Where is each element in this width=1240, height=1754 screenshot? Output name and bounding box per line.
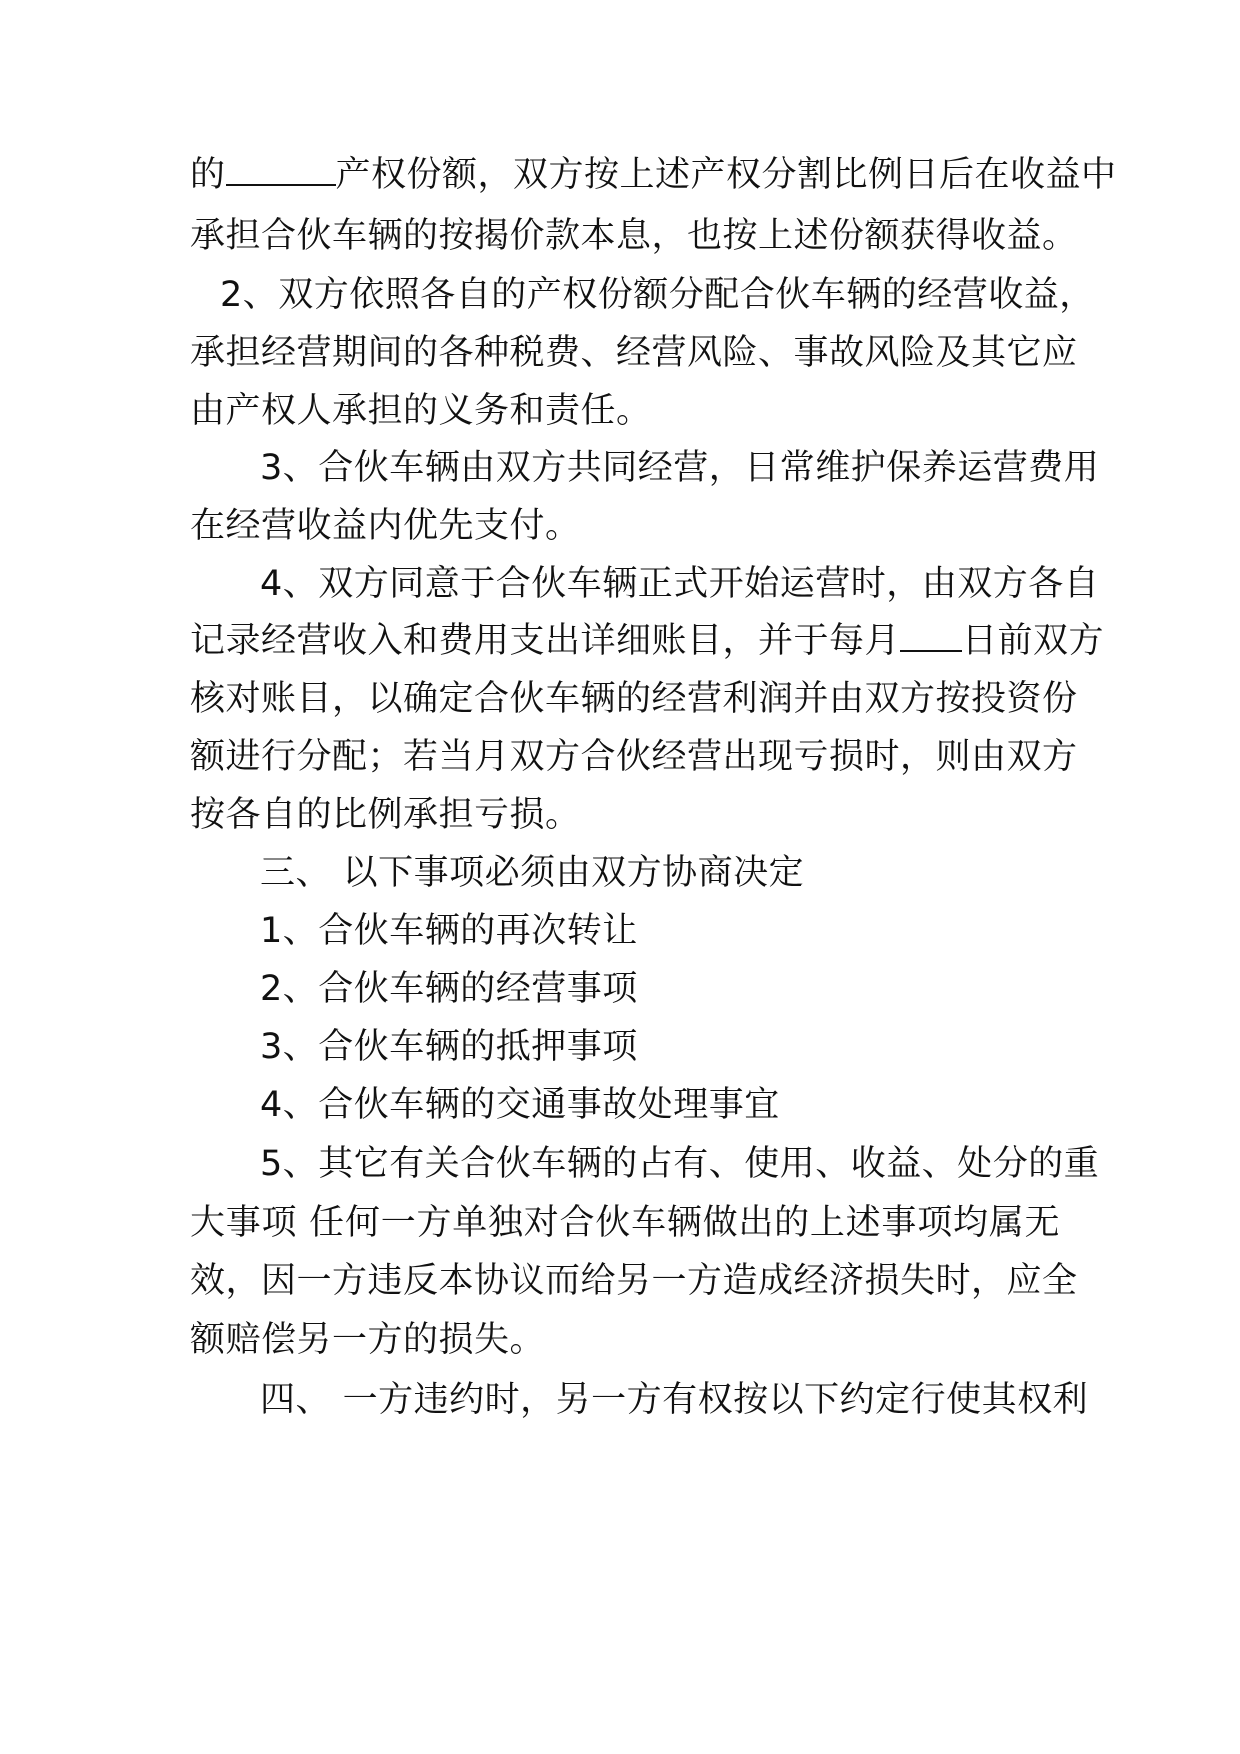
- list-item: 4、合伙车辆的交通事故处理事宜: [260, 1085, 780, 1125]
- text-line: 4、双方同意于合伙车辆正式开始运营时，由双方各自: [260, 564, 1100, 604]
- fill-in-blank: [900, 620, 962, 652]
- text-line: 额进行分配；若当月双方合伙经营出现亏损时，则由双方: [190, 737, 1078, 777]
- text-line: [190, 611, 1105, 671]
- text-segment: 记录经营收入和费用支出详细账目，并于每月: [190, 621, 901, 661]
- text-line: 额赔偿另一方的损失。: [190, 1320, 546, 1360]
- section-heading: 四、 一方违约时，另一方有权按以下约定行使其权利: [260, 1380, 1089, 1420]
- text-line: 核对账目，以确定合伙车辆的经营利润并由双方按投资份: [190, 679, 1078, 719]
- text-segment: 日前双方: [962, 621, 1105, 661]
- text-segment: 产权份额，双方按上述产权分割比例日后在收益中: [335, 155, 1117, 195]
- section-heading: 三、 以下事项必须由双方协商决定: [260, 853, 805, 893]
- fill-in-blank: [226, 154, 336, 186]
- text-line: 2、双方依照各自的产权份额分配合伙车辆的经营收益，: [220, 275, 1095, 315]
- text-line: 承担经营期间的各种税费、经营风险、事故风险及其它应: [190, 333, 1078, 373]
- text-line: 由产权人承担的义务和责任。: [190, 391, 652, 431]
- text-line: 效，因一方违反本协议而给另一方造成经济损失时，应全: [190, 1261, 1078, 1301]
- list-item: 5、其它有关合伙车辆的占有、使用、收益、处分的重: [260, 1144, 1100, 1184]
- text-line: 3、合伙车辆由双方共同经营，日常维护保养运营费用: [260, 448, 1100, 488]
- text-line: 按各自的比例承担亏损。: [190, 795, 581, 835]
- text-line: 大事项 任何一方单独对合伙车辆做出的上述事项均属无: [190, 1203, 1060, 1243]
- text-line: 承担合伙车辆的按揭价款本息，也按上述份额获得收益。: [190, 216, 1078, 256]
- text-line: [190, 145, 1117, 205]
- list-item: 2、合伙车辆的经营事项: [260, 969, 638, 1009]
- list-item: 3、合伙车辆的抵押事项: [260, 1027, 638, 1067]
- list-item: 1、合伙车辆的再次转让: [260, 911, 638, 951]
- text-segment: 的: [190, 155, 226, 195]
- text-line: 在经营收益内优先支付。: [190, 506, 581, 546]
